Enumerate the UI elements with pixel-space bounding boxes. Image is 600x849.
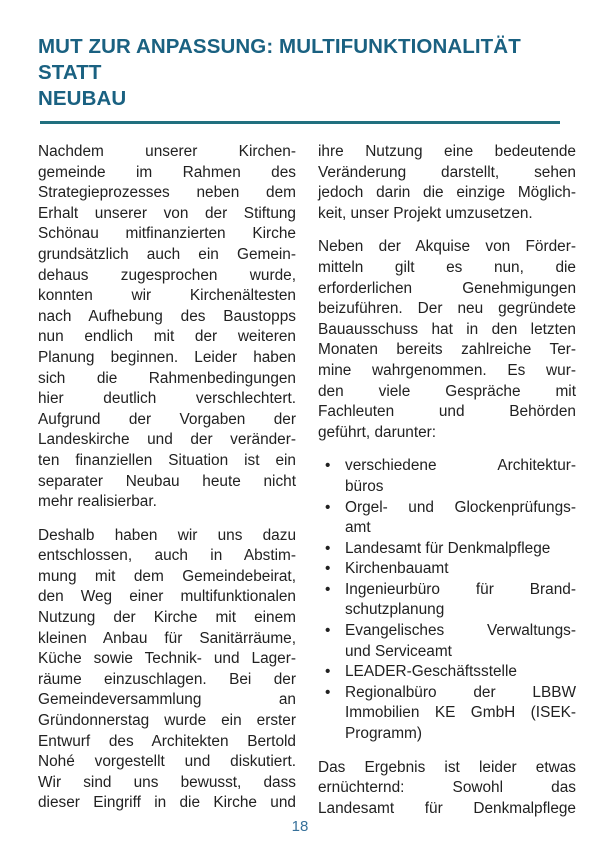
text-line: LEADER-Geschäftsstelle: [345, 663, 517, 681]
text-line: Immobilien KE GmbH (ISEK-: [345, 704, 576, 722]
text-line: Kirchenbauamt: [345, 560, 449, 578]
text-line: entschlossen, auch in Abstim-: [38, 547, 296, 565]
text-line: Orgel- und Glockenprüfungs-: [345, 498, 576, 516]
bullet-list: [318, 456, 576, 744]
text-line: büros: [345, 477, 384, 495]
text-line: Strategieprozesses neben dem: [38, 184, 296, 202]
list-item-text: [345, 498, 576, 539]
list-item-text: [345, 559, 576, 580]
text-line: und Serviceamt: [345, 642, 452, 660]
text-line: geführt, darunter:: [318, 423, 437, 441]
list-item: [318, 498, 576, 539]
text-line: ernüchternd: Sowohl das: [318, 779, 576, 797]
page-footer: [0, 818, 600, 836]
list-item: [318, 580, 576, 621]
bullet-icon: •: [325, 663, 331, 681]
text-line: Neben der Akquise von Förder-: [318, 238, 576, 256]
text-line: Erhalt unserer von der Stiftung: [38, 204, 296, 222]
list-item: [318, 456, 576, 497]
paragraph: [318, 758, 576, 820]
list-item-text: [345, 539, 576, 560]
text-line: dieser Eingriff in die Kirche und: [38, 794, 296, 812]
list-item-text: [345, 621, 576, 662]
paragraph: [38, 142, 296, 513]
text-line: ten finanziellen Situation ist ein: [38, 451, 296, 469]
text-line: Entwurf des Architekten Bertold: [38, 732, 296, 750]
text-line: mung mit dem Gemeindebeirat,: [38, 567, 296, 585]
text-line: Gründonnerstag wurde ein erster: [38, 712, 296, 730]
text-line: beizuführen. Der neu gegründete: [318, 300, 576, 318]
bullet-icon: •: [325, 539, 331, 557]
list-item: [318, 662, 576, 683]
text-line: Planung beginnen. Leider haben: [38, 348, 296, 366]
list-item-text: [345, 662, 576, 683]
text-line: verschiedene Architektur-: [345, 457, 576, 475]
list-item-text: [345, 683, 576, 745]
page-number: 18: [291, 818, 309, 835]
text-line: grundsätzlich auch ein Gemein-: [38, 245, 296, 263]
text-line: jedoch darin die einzige Möglich-: [318, 184, 576, 202]
paragraph: [318, 142, 576, 224]
list-item-text: [345, 456, 576, 497]
bullet-icon: •: [325, 580, 331, 598]
text-line: ihre Nutzung eine bedeutende: [318, 143, 576, 160]
text-line: den Weg einer multifunktionalen: [38, 588, 296, 606]
text-line: sich die Rahmenbedingungen: [38, 369, 296, 387]
bullet-icon: •: [325, 622, 331, 640]
text-line: erforderlichen Genehmigungen: [318, 279, 576, 297]
text-line: keit, unser Projekt umzusetzen.: [318, 204, 533, 222]
text-line: hier deutlich verschlechtert.: [38, 390, 296, 408]
text-line: Monaten bereits zahlreiche Ter-: [318, 341, 576, 359]
text-line: nach Aufhebung des Baustopps: [38, 307, 296, 325]
text-line: Landesamt für Denkmalpflege: [318, 799, 576, 817]
page-header: [38, 34, 576, 124]
list-item: [318, 559, 576, 580]
text-line: Schönau mitfinanzierten Kirche: [38, 225, 296, 243]
title-divider: [40, 121, 560, 124]
text-line: Programm): [345, 725, 422, 743]
bullet-icon: •: [325, 457, 331, 475]
text-line: Deshalb haben wir uns dazu: [38, 526, 296, 544]
left-column: [38, 142, 296, 832]
text-line: Gemeindeversammlung an: [38, 691, 296, 709]
text-line: mitteln gilt es nun, die: [318, 258, 576, 276]
text-line: gemeinde im Rahmen des: [38, 163, 296, 181]
page-title: [38, 34, 576, 112]
text-line: Nutzung der Kirche mit einem: [38, 609, 296, 627]
bullet-icon: •: [325, 498, 331, 516]
bullet-icon: •: [325, 560, 331, 578]
text-line: Landesamt für Denkmalpflege: [345, 539, 551, 557]
page-title-line: NEUBAU: [38, 87, 127, 110]
text-line: Landeskirche und der veränder-: [38, 431, 296, 449]
text-line: schutzplanung: [345, 601, 445, 619]
list-item-text: [345, 580, 576, 621]
text-line: Aufgrund der Vorgaben der: [38, 410, 296, 428]
text-line: Wir sind uns bewusst, dass: [38, 773, 296, 791]
paragraph: [318, 237, 576, 443]
text-line: Regionalbüro der LBBW: [345, 683, 576, 701]
text-line: Ingenieurbüro für Brand-: [345, 580, 576, 598]
text-line: Evangelisches Verwaltungs-: [345, 622, 576, 640]
text-line: Fachleuten und Behörden: [318, 403, 576, 421]
text-line: räume einzuschlagen. Bei der: [38, 670, 296, 688]
text-line: amt: [345, 519, 371, 537]
page-title-line: MUT ZUR ANPASSUNG: MULTIFUNKTIONALITÄT STATT: [38, 35, 521, 84]
bullet-icon: •: [325, 683, 331, 701]
text-line: Küche sowie Technik- und Lager-: [38, 650, 296, 668]
text-line: den viele Gespräche mit: [318, 382, 576, 400]
text-line: Nohé vorgestellt und diskutiert.: [38, 753, 296, 771]
text-line: mehr realisierbar.: [38, 493, 157, 511]
list-item: [318, 539, 576, 560]
text-line: Veränderung darstellt, sehen: [318, 163, 576, 181]
text-line: Nachdem unserer Kirchen-: [38, 143, 296, 160]
text-line: separater Neubau heute nicht: [38, 472, 296, 490]
text-line: nun endlich mit der weiteren: [38, 328, 296, 346]
text-line: kleinen Anbau für Sanitärräume,: [38, 629, 296, 647]
two-column-body: [38, 142, 576, 832]
text-line: konnten wir Kirchenältesten: [38, 287, 296, 305]
paragraph: [38, 526, 296, 814]
text-line: mine wahrgenommen. Es wur-: [318, 361, 576, 379]
right-column: [318, 142, 576, 832]
list-item: [318, 683, 576, 745]
text-line: Das Ergebnis ist leider etwas: [318, 758, 576, 776]
list-item: [318, 621, 576, 662]
text-line: dehaus zugesprochen wurde,: [38, 266, 296, 284]
text-line: Bauausschuss hat in den letzten: [318, 320, 576, 338]
